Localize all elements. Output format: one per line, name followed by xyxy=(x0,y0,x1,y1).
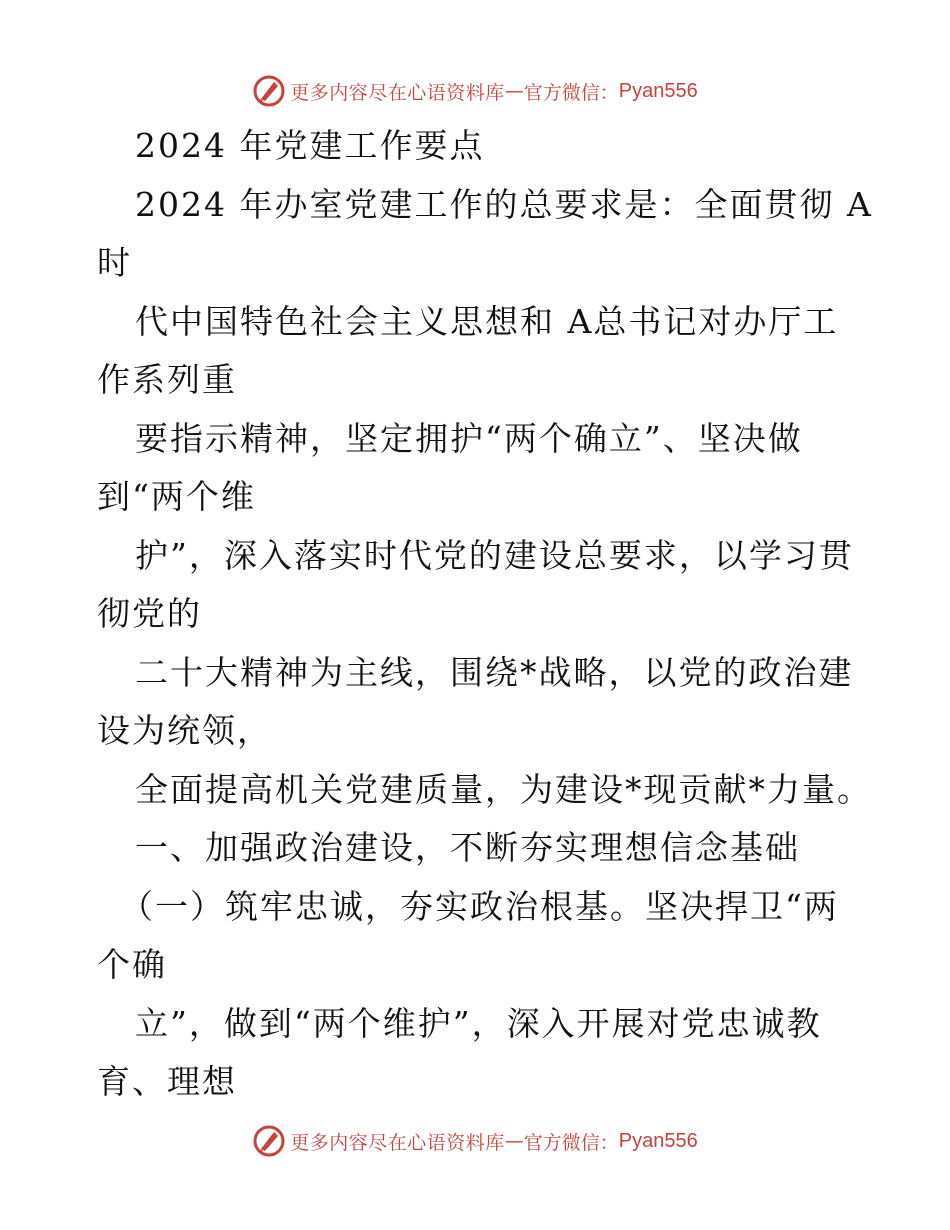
header-watermark-banner xyxy=(0,71,950,111)
banner-wechat-label: 官方微信： xyxy=(523,1131,619,1154)
footer-watermark-banner xyxy=(0,1121,950,1161)
body-line: 全面提高机关党建质量，为建设*现贡献*力量。 xyxy=(135,770,872,809)
subsection-line: （一）筑牢忠诚，夯实政治根基。坚决捍卫“两 xyxy=(120,887,839,926)
body-line: 护”，深入落实时代党的建设总要求，以学习贯 xyxy=(135,536,854,575)
body-line: 代中国特色社会主义思想和 A总书记对办厅工 xyxy=(135,302,839,341)
body-line: 二十大精神为主线，围绕*战略，以党的政治建 xyxy=(135,653,854,692)
body-line: 时 xyxy=(97,243,132,282)
banner-wechat-id: Pyan556 xyxy=(618,1129,698,1152)
quill-logo-icon xyxy=(252,74,286,108)
banner-title: 更多内容尽在心语资料库 xyxy=(290,81,505,104)
body-line: 2024 年办室党建工作的总要求是：全面贯彻 A xyxy=(135,185,873,224)
banner-title: 更多内容尽在心语资料库 xyxy=(290,1131,505,1154)
banner-wechat-id: Pyan556 xyxy=(618,79,698,102)
quill-logo-icon xyxy=(252,1124,286,1158)
banner-separator: — xyxy=(504,80,524,102)
body-line: 立”，做到“两个维护”，深入开展对党忠诚教 xyxy=(135,1004,822,1043)
banner-separator: — xyxy=(504,1130,524,1152)
footer-banner-content xyxy=(252,1124,698,1158)
banner-wechat-label: 官方微信： xyxy=(523,81,619,104)
body-line: 要指示精神，坚定拥护“两个确立”、坚决做 xyxy=(135,419,803,458)
document-title: 2024 年党建工作要点 xyxy=(135,126,485,165)
body-line: 设为统领， xyxy=(97,711,272,750)
section-heading: 一、加强政治建设，不断夯实理想信念基础 xyxy=(135,828,800,867)
body-line: 到“两个维 xyxy=(97,477,256,516)
body-line: 彻党的 xyxy=(97,594,202,633)
body-line: 育、理想 xyxy=(97,1062,237,1101)
body-line: 个确 xyxy=(97,945,167,984)
header-banner-content xyxy=(252,74,698,108)
body-line: 作系列重 xyxy=(97,360,237,399)
